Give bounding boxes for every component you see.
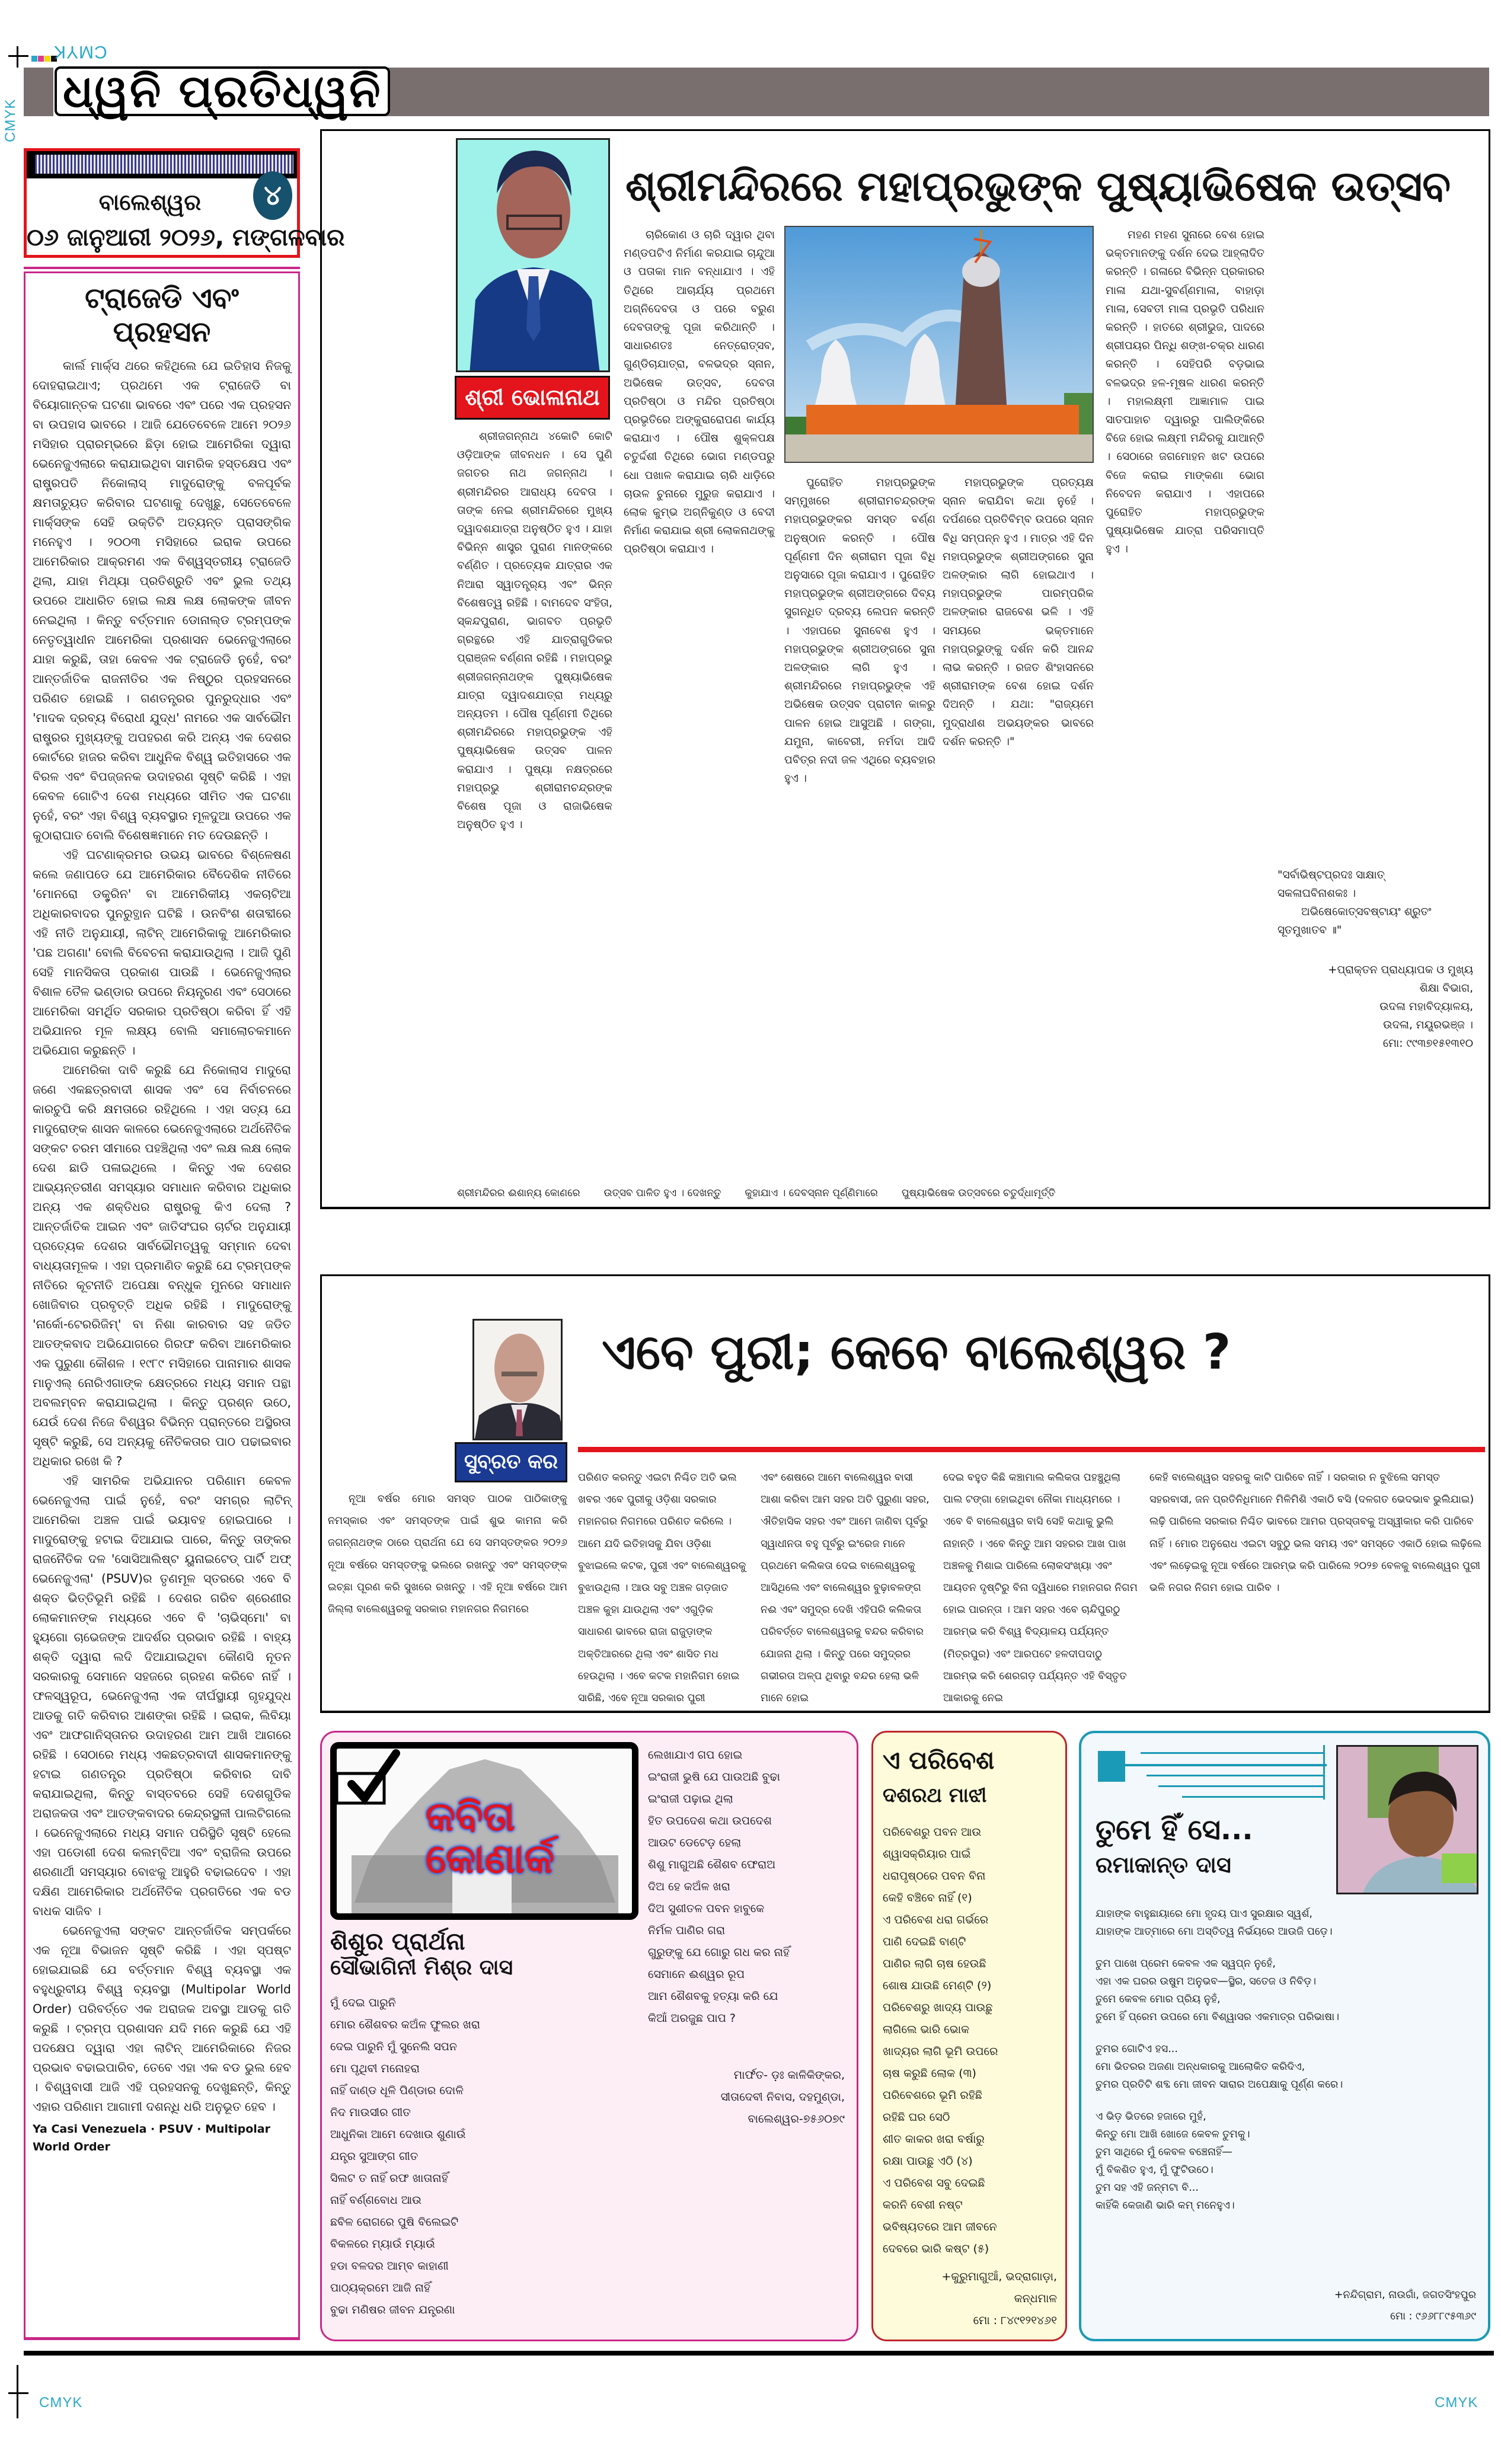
cmyk-label-bottom-left: CMYK	[39, 2395, 83, 2411]
poet-address: +କୁରୁମାଗୁଆଁ, ଭଦ୍ରାଗାଡ଼ା, କନ୍ଧମାଳ ମୋ : ୮୪୯୧୨୧୪୬୧	[941, 2270, 1057, 2327]
masthead-bar-left	[24, 68, 53, 116]
poem-right-column: ଲେଖାଯାଏ ଗପ ହୋଇ ଇଂରାଜୀ ଭୁଷି ଯେ ପାଉଅଛି ବୁଢା ଇଂରାଜୀ ପଢ଼ାଇ ଥିଲା ହିତ ଉପଦେଶ କଥା ଉପଦେଶ ଆଉଟ ଡେଟେଡ଼ ହେଲା ଶିଶୁ ମାଗୁଅଛି ଶୈଶବ ଫେରାଅ ଦିଅ ହେ କଅଁଳ ଖରା ଦିଅ ସୁଶୀତଳ ପବନ ହାବୁକେ ନିର୍ମଳ ପାଣିର ଗରା ଗୁରୁଙ୍କୁ ଯେ ଗୋରୁ ଗଧ କର ନାହିଁ ସେମାନେ ଈଶ୍ୱର ରୂପ ଆମ ଶୈଶବକୁ ହତ୍ୟା କରି ଯେ କିଆଁ ଅରଜୁଛ ପାପ ?	[648, 1749, 790, 2025]
article-balasore	[320, 1274, 1490, 1713]
english-insert: PSUV	[158, 2123, 193, 2136]
poem-title: ଏ ପରିବେଶ	[883, 1746, 995, 1775]
author-name-tag: ସୁବ୍ରତ କର	[455, 1442, 567, 1482]
article-column-4: ମହାପ୍ରଭୁଙ୍କ ପ୍ରତ୍ୟକ୍ଷ ସ୍ନାନ କରାଯିବା କଥା ନୁହେଁ । ଦର୍ପଣରେ ପ୍ରତିବିମ୍ବ ଉପରେ ସ୍ନାନ ବିଧି ସମ୍ପନ୍ନ ହୁଏ । ମାତ୍ର ଏହି ଦିନ ମହାପ୍ରଭୁଙ୍କ ଶ୍ରୀଅଙ୍ଗରେ ସୁନା ଅଳଙ୍କାର ଲାଗି ହୋଇଥାଏ । ମହାପ୍ରଭୁଙ୍କ ପାରମ୍ପରିକ ଅଳଙ୍କାର ରାଜବେଶ ଭଳି । ଏହି ସମୟରେ ଭକ୍ତମାନେ ମହାପ୍ରଭୁଙ୍କୁ ଦର୍ଶନ କରି ଆନନ୍ଦ ଲାଭ କରନ୍ତି । ରଜତ ଶିଂହାସନରେ ଶ୍ରୀରାମଙ୍କ ବେଶ ହୋଇ ଦର୍ଶନ ଦିଅନ୍ତି । ଯଥା: "ରାଜ୍ୟମେ ମୁଦ୍ରାଧୀଶ ଅଭୟଙ୍କର ଭାବରେ ଦର୍ଶନ କରନ୍ତି ।"	[943, 477, 1094, 748]
poet-photo	[1336, 1745, 1478, 1894]
paragraph: ଏହି ଘଟଣାକ୍ରମର ଉଭୟ ଭାବରେ ବିଶ୍ଳେଷଣ କଲେ ଜଣାପଡେ ଯେ ଆମେରିକାର ବୈଦେଶିକ ନୀତିରେ 'ମୋନରୋ ଡକ୍ଟ୍ରିନ' ବା ଆମେରିକୀୟ ଏକଚାଟିଆ ଅଧିକାରବାଦର ପୁନରୁତ୍ଥାନ ଘଟିଛି । ଉନବିଂଶ ଶତାବ୍ଦୀରେ ଏହି ନୀତି ଅନୁଯାୟୀ, ଲାଟିନ୍ ଆମେରିକାକୁ ଆମେରିକାର 'ପଛ ଅଗଣା' ବୋଲି ବିବେଚନା କରାଯାଉଥିଲା । ଆଜି ପୁଣି ସେହି ମାନସିକତା ପ୍ରକାଶ ପାଉଛି । ଭେନେଜୁଏଲାର ବିଶାଳ ତୈଳ ଭଣ୍ଡାର ଉପରେ ନିୟନ୍ତ୍ରଣ ଏବଂ ସେଠାରେ ଆମେରିକା ସମର୍ଥିତ ସରକାର ପ୍ରତିଷ୍ଠା କରିବା ହିଁ ଏହି ଅଭିଯାନର ମୂଳ ଲକ୍ଷ୍ୟ ବୋଲି ସମାଲୋଚକମାନେ ଅଭିଯୋଗ କରୁଛନ୍ତି ।	[33, 848, 291, 1057]
author-credentials: +ପ୍ରାକ୍ତନ ପ୍ରାଧ୍ୟାପକ ଓ ମୁଖ୍ୟ ଶିକ୍ଷା ବିଭାଗ, ଉଦଳା ମହାବିଦ୍ୟାଳୟ, ଉଦଳା, ମୟୂରଭଞ୍ଜ । ମୋ: ୯୯୩୭୧୫୧୩୧୦	[1278, 961, 1473, 1053]
article-column-3: ଏବଂ ଶେଷରେ ଆମେ ବାଲେଶ୍ୱର ବାସୀ ଆଶା କରିବା ଆମ ସହର ଅତି ପୁରୁଣା ସହର, ଐତିହାସିକ ସହର ଏବଂ ଆମେ ଜାଣିବା ପୂର୍ବରୁ ସ୍ୱାଧୀନତା ବହୁ ପୂର୍ବରୁ ଇଂରେଜ ମାନେ ପ୍ରଥମେ କଲିକତା ଦେଇ ବାଲେଶ୍ୱରକୁ ଆସିଥିଲେ ଏବଂ ବାଲେଶ୍ୱର ବୁଢ଼ାବଳଙ୍ଗ ନଈ ଏବଂ ସମୁଦ୍ର ଦେଖି ଏହିପରି କଲିକତା ପରିବର୍ତ୍ତେ ବାଲେଶ୍ୱରକୁ ବନ୍ଦର କରିବାର ଯୋଜନା ଥିଲା । କିନ୍ତୁ ପରେ ସମୁଦ୍ରର ଗଭୀରତା ଅଳ୍ପ ଥିବାରୁ ବନ୍ଦର ହେଲା ଭଳି ମାନେ ହୋଇ	[761, 1472, 930, 1705]
swatch-cyan	[31, 56, 37, 62]
article-body	[33, 356, 291, 2117]
poem-body: ଯାହାଙ୍କ ବାହୁଛାୟାରେ ମୋ ହୃଦୟ ପାଏ ସୁରକ୍ଷାର ସ୍ୱର୍ଶ, ଯାହାଙ୍କ ଆତ୍ମାରେ ମୋ ଅସ୍ତିତ୍ୱ ନିର୍ଭୟରେ ଆଉଜି ପଡ଼େ। ତୁମ ପାଖେ ପ୍ରେମ କେବଳ ଏକ ସ୍ୱପ୍ନ ନୁହେଁ, ଏହା ଏକ ଘରର ଉଷୁମ ଅନୁଭବ—ସ୍ଥିର, ସତେଜ ଓ ନିବିଡ଼। ତୁମେ କେବଳ ମୋର ପ୍ରିୟ ନୁହଁ, ତୁମେ ହିଁ ପ୍ରେମ ଉପରେ ମୋ ବିଶ୍ୱାସର ଏକମାତ୍ର ପରିଭାଷା। ତୁମର ଗୋଟିଏ ହସ... ମୋ ଭିତରର ଅଜଣା ଅନ୍ଧକାରକୁ ଆଲୋକିତ କରିଦିଏ, ତୁମର ପ୍ରତିଟି ଶବ୍ଦ ମୋ ଜୀବନ ସାରାର ଅପେକ୍ଷାକୁ ପୂର୍ଣ୍ଣ କରେ। ଏ ଭିଡ଼ ଭିତରେ ହଜାରେ ମୁହଁ, କିନ୍ତୁ ମୋ ଆଖି ଖୋଜେ କେବଳ ତୁମକୁ। ତୁମ ସାଥିରେ ମୁଁ କେବଳ ବଞ୍ଚେନାହିଁ— ମୁଁ ବିକଶିତ ହୁଏ, ମୁଁ ଫୁଟିଉଠେ। ତୁମ ସହ ଏହି ଜନ୍ମଟା ବି... କାହିଁକି କେଜାଣି ଭାରି କମ୍ ମନେହୁଏ।	[1096, 1908, 1343, 2211]
english-inserts: Ya Casi Venezuela · PSUV · Multipolar World Order	[33, 2123, 270, 2153]
headline-underline	[578, 1447, 1485, 1452]
poem-title: ତୁମେ ହିଁ ସେ...	[1096, 1813, 1253, 1846]
article-column-1: ନୂଆ ବର୍ଷର ମୋର ସମସ୍ତ ପାଠକ ପାଠିକାଙ୍କୁ ନମସ୍କାର ଏବଂ ସମସ୍ତଙ୍କ ପାଇଁ ଶୁଭ କାମନା କରି ଜଗନ୍ନାଥଙ୍କ ଠାରେ ପ୍ରାର୍ଥନା ଯେ ସେ ସମସ୍ତଙ୍କର ୨୦୨୬ ନୂଆ ବର୍ଷରେ ସମସ୍ତଙ୍କୁ ଭଲରେ ରଖନ୍ତୁ ଏବଂ ସମସ୍ତଙ୍କ ଇଚ୍ଛା ପୂରଣ କରି ସୁଖରେ ରଖନ୍ତୁ । ଏହି ନୂଆ ବର୍ଷରେ ଆମ ଜିଲ୍ଲା ବାଲେଶ୍ୱରକୁ ସରକାର ମହାନଗର ନିଗମରେ	[328, 1493, 567, 1616]
portrait-illustration	[474, 1321, 563, 1440]
swatch-magenta	[38, 56, 44, 62]
logo-title: କବିତା କୋଣାର୍କ	[426, 1794, 554, 1883]
decorative-rule	[1141, 1752, 1324, 1754]
decorative-square	[1098, 1751, 1125, 1782]
poet-name: ସୌଭାଗିନୀ ମିଶ୍ର ଦାସ	[330, 1955, 513, 1980]
divider	[24, 267, 300, 269]
author-photo	[472, 1319, 563, 1440]
poem-lines: ପରିବେଶରୁ ପବନ ଆଉ ଶ୍ୱାସକ୍ରିୟାର ପାଇଁ ଧରାପୃଷ୍ଠରେ ପବନ ବିନା କେହି ବଞ୍ଚିବେ ନାହିଁ (୧) ଏ ପରିବେଶ ଧରା ଗର୍ଭରେ ପାଣି ଦେଇଛି ବାଣ୍ଟି ପାଣିର ଲାଗି ଚାଷ ହେଉଛି ଶୋଷ ଯାଉଛି ମେଣ୍ଟି (୨) ପରିବେଶରୁ ଖାଦ୍ୟ ପାଉଛୁ ଲାଗିଲେ ଭାରି ଭୋକ ଖାଦ୍ୟର ଲାଗି ଭୂମି ଉପରେ ଚାଷ କରୁଛି ଲୋକ (୩) ପରିବେଶରେ ଭୂମି ରହିଛି ରହିଛି ଘର ସେଠି ଶୀତ କାକର ଖରା ବର୍ଷାରୁ ରକ୍ଷା ପାଉଛୁ ଏଠି (୪) ଏ ପରିବେଶ ସବୁ ଦେଇଛି କରନି ବେଶୀ ନଷ୍ଟ ଭବିଷ୍ୟତରେ ଆମ ଜୀବନେ ଦେବରେ ଭାରି କଷ୍ଟ (୫)	[883, 1826, 998, 2255]
crop-mark	[8, 55, 28, 57]
article-tragedy-and-farce	[24, 271, 300, 2340]
poet-address: +ନନ୍ଦିଗ୍ରାମ, ନାଉଗାଁ, ଜଗତସିଂହପୁର ମୋ : ୯୬୬୮୮୯୫୩୬୯	[1334, 2289, 1476, 2322]
poem-box-kavita-konark	[320, 1731, 858, 2341]
article-column-4: ଦେଇ ବହୁତ କିଛି କଞ୍ଚାମାଲ କଲିକତା ପହଞ୍ଚୁଥିଲା ପାଲ ଟଙ୍ଗା ହୋଇଥିବା ନୌକା ମାଧ୍ୟମରେ । ଏବେ ବି ବାଲେଶ୍ୱର ବାସି ସେହି କଥାକୁ ଭୁଲି ନାହାନ୍ତି । ଏବେ କିନ୍ତୁ ଆମ ସହରର ଆଖ ପାଖ ଅଞ୍ଚଳକୁ ମିଶାଇ ପାରିଲେ ଲୋକସଂଖ୍ୟା ଏବଂ ଆୟତନ ଦୃଷ୍ଟିରୁ ବିନା ଦ୍ୱିଧାରେ ମହାନଗର ନିଗମ ହୋଇ ପାରନ୍ତା । ଆମ ସହର ଏବେ ଚାନ୍ଦିପୁରଠୁ ଆରମ୍ଭ କରି ବିଶ୍ୱ ବିଦ୍ୟାଳୟ ପର୍ଯ୍ୟନ୍ତ (ମିତ୍ରପୁର) ଏବଂ ଆରପଟେ ହଳଦୀପଦାଠୁ ଆରମ୍ଭ କରି ଶେରଗଡ଼ ପର୍ଯ୍ୟନ୍ତ ଏହି ବିସ୍ତୃତ ଆକାରକୁ ନେଇ	[943, 1472, 1138, 1705]
decorative-rule	[1182, 1796, 1324, 1798]
decorative-rule	[1158, 1785, 1324, 1787]
cmyk-label-vertical: CMYK	[2, 98, 18, 142]
cmyk-label: CMYK	[53, 42, 107, 62]
article-headline: ଟ୍ରାଜେଡି ଏବଂ ପ୍ରହସନ	[85, 282, 239, 349]
english-insert: Multipolar World Order	[33, 2123, 270, 2153]
temple-photo	[784, 226, 1094, 463]
crop-mark	[17, 46, 18, 68]
article-last-line: ଶ୍ରୀମନ୍ଦିରର ଈଶାନ୍ୟ କୋଣରେ ଉତ୍ସବ ପାଳିତ ହୁଏ । ଦେଖନ୍ତୁ କୁହାଯାଏ । ଦେବସ୍ନାନ ପୂର୍ଣ୍ଣିମାରେ ପୁଷ୍ୟାଭିଷେକ ଉତ୍ସବରେ ଚତୁର୍ଦ୍ଧାମୂର୍ତ୍ତି	[457, 1187, 1056, 1199]
article-column-3: ପୁରୋହିତ ମହାପ୍ରଭୁଙ୍କ ସମ୍ମୁଖରେ ଶ୍ରୀରାମଚନ୍ଦ୍ରଙ୍କ ମହାପ୍ରଭୁଙ୍କର ସମସ୍ତ ବର୍ଣ୍ଣ ଅନୁଷ୍ଠାନ କରନ୍ତି । ପୌଷ ପୂର୍ଣ୍ଣମୀ ଦିନ ଶ୍ରୀରାମ ପୂଜା ବିଧି ଅନୁସାରେ ପୂଜା କରାଯାଏ । ପୁରୋହିତ ମହାପ୍ରଭୁଙ୍କ ଶ୍ରୀଅଙ୍ଗରେ ଦିବ୍ୟ ସୁଗନ୍ଧିତ ଦ୍ରବ୍ୟ ଲେପନ କରନ୍ତି । ଏହାପରେ ସୁନାବେଶ ହୁଏ । ମହାପ୍ରଭୁଙ୍କ ଶ୍ରୀଅଙ୍ଗରେ ସୁନା ଅଳଙ୍କାର ଲାଗି ହୁଏ । ଶ୍ରୀମନ୍ଦିରରେ ମହାପ୍ରଭୁଙ୍କ ଏହି ଅଭିଷେକ ଉତ୍ସବ ପ୍ରାଚୀନ କାଳରୁ ପାଳନ ହୋଇ ଆସୁଅଛି । ଗଙ୍ଗା, ଯମୁନା, କାବେରୀ, ନର୍ମଦା ଆଦି ପବିତ୍ର ନଦୀ ଜଳ ଏଥିରେ ବ୍ୟବହାର ହୁଏ ।	[784, 477, 935, 785]
article-column-5: ମହଣ ମହଣ ସୁନାରେ ବେଶ ହୋଇ ଭକ୍ତମାନଙ୍କୁ ଦର୍ଶନ ଦେଇ ଆହ୍ଲାଦିତ କରନ୍ତି । ଗଳାରେ ବିଭିନ୍ନ ପ୍ରକାରର ମାଳା ଯଥା-ସୁବର୍ଣ୍ଣମାଳା, ବାହାଡ଼ା ମାଳା, ସେବତୀ ମାଳା ପ୍ରଭୃତି ପରିଧାନ କରନ୍ତି । ହାତରେ ଶ୍ରୀଭୁଜ, ପାଦରେ ଶ୍ରୀପୟର ପିନ୍ଧି ଶଙ୍ଖ-ଚକ୍ର ଧାରଣ କରନ୍ତି । ସେହିପରି ବଡ଼ଭାଇ ବଳଭଦ୍ର ହଳ-ମୂଷଳ ଧାରଣ କରନ୍ତି । ମହାଲକ୍ଷ୍ମୀ ଆଜ୍ଞାମାଳ ପାଇ ସାତପାହାଚ ଦ୍ୱାରରୁ ପାଲିଙ୍କିରେ ବିଜେ ହୋଇ ଲକ୍ଷ୍ମୀ ମନ୍ଦିରକୁ ଯାଆନ୍ତି । ସେଠାରେ ଜଗମୋହନ ଖଟ ଉପରେ ବିଜେ କରାଇ ମାଙ୍କଣା ଭୋଗ ନିବେଦନ କରାଯାଏ । ଏହାପରେ ପୁରୋହିତ ମହାପ୍ରଭୁଙ୍କ ପୁଷ୍ୟାଭିଷେକ ଯାତ୍ରା ପରିସମାପ୍ତି ହୁଏ ।	[1106, 229, 1264, 556]
edition-box	[24, 148, 345, 258]
paragraph: ଏହି ସାମରିକ ଅଭିଯାନର ପରିଣାମ କେବଳ ଭେନେଜୁଏଲା ପାଇଁ ନୁହେଁ, ବରଂ ସମଗ୍ର ଲାଟିନ୍ ଆମେରିକା ଅଞ୍ଚଳ ପାଇଁ ଭୟାବହ ହୋଇପାରେ । ମାଦୁରୋଙ୍କୁ ହଟାଇ ଦିଆଯାଇ ପାରେ, କିନ୍ତୁ ତାଙ୍କର ରାଜନୈତିକ ଦଳ 'ସୋସିଆଲିଷ୍ଟ ୟୁନାଇଟେଡ୍ ପାର୍ଟି ଅଫ୍ ଭେନେଜୁଏଲା' (PSUV)ର ତୃଣମୂଳ ସ୍ତରରେ ଏବେ ବି ଶକ୍ତ ଭିତ୍ତିଭୂମି ରହିଛି । ଦେଶର ଗରିବ ଶ୍ରେଣୀର ଲୋକମାନଙ୍କ ମଧ୍ୟରେ ଏବେ ବି 'ଚାଭିସ୍ମୋ' ବା ହ୍ୟୁଗୋ ଚାଭେଜଙ୍କ ଆଦର୍ଶର ପ୍ରଭାବ ରହିଛି । ବାହ୍ୟ ଶକ୍ତି ଦ୍ୱାରା ଲଦି ଦିଆଯାଇଥିବା କୌଣସି ନୂତନ ସରକାରକୁ ସେମାନେ ସହଜରେ ଗ୍ରହଣ କରିବେ ନାହିଁ । ଫଳସ୍ୱରୂପ, ଭେନେଜୁଏଲା ଏକ ଦୀର୍ଘସ୍ଥାୟୀ ଗୃହଯୁଦ୍ଧ ଆଡକୁ ଗତି କରିବାର ଆଶଙ୍କା ରହିଛି । ଇରାକ, ଲିବିୟା ଏବଂ ଆଫଗାନିସ୍ତାନର ଉଦାହରଣ ଆମ ଆଖି ଆଗରେ ରହିଛି । ସେଠାରେ ମଧ୍ୟ ଏକଛତ୍ରବାଦୀ ଶାସକମାନଙ୍କୁ ହଟାଇ ଗଣତନ୍ତ୍ର ପ୍ରତିଷ୍ଠା କରିବାର ଦାବି କରାଯାଇଥିଲା, କିନ୍ତୁ ବାସ୍ତବରେ ସେହି ଦେଶଗୁଡିକ ଅରାଜକତା ଏବଂ ଆତଙ୍କବାଦର କେନ୍ଦ୍ରସ୍ଥଳୀ ପାଲଟିଗଲେ । ଭେନେଜୁଏଲାରେ ମଧ୍ୟ ସମାନ ପରିସ୍ଥିତି ସୃଷ୍ଟି ହେଲେ ଏହା ପଡୋଶୀ ଦେଶ କଲମ୍ବିଆ ଏବଂ ବ୍ରାଜିଲ ଉପରେ ଶରଣାର୍ଥୀ ସମସ୍ୟାର ବୋଝକୁ ଆହୁରି ବଢାଇଦେବ । ଏହା ଦକ୍ଷିଣ ଆମେରିକାର ଅର୍ଥନୈତିକ ପ୍ରଗତିରେ ଏକ ବଡ ବାଧକ ସାଜିବ ।	[33, 1474, 291, 1918]
paragraph: ଭେନେଜୁଏଲା ସଙ୍କଟ ଆନ୍ତର୍ଜାତିକ ସମ୍ପର୍କରେ ଏକ ନୂଆ ବିଭାଜନ ସୃଷ୍ଟି କରିଛି । ଏହା ସ୍ପଷ୍ଟ ହୋଇଯାଇଛି ଯେ ବର୍ତ୍ତମାନ ବିଶ୍ୱ ବ୍ୟବସ୍ଥା ଏକ ବହୁଧ୍ରୁବୀୟ ବିଶ୍ୱ ବ୍ୟବସ୍ଥା (Multipolar World Order) ପରିବର୍ତ୍ତେ ଏକ ଅରାଜକ ଅବସ୍ଥା ଆଡକୁ ଗତି କରୁଛି । ଟ୍ରମ୍ପ ପ୍ରଶାସନ ଯଦି ମନେ କରୁଛି ଯେ ଏହି ପଦକ୍ଷେପ ଦ୍ୱାରା ଏହା ଲାଟିନ୍ ଆମେରିକାରେ ନିଜର ପ୍ରଭାବ ବଢାଇପାରିବ, ତେବେ ଏହା ଏକ ବଡ ଭୁଲ ହେବ । ବିଶ୍ୱବାସୀ ଆଜି ଏହି ପ୍ରହସନକୁ ଦେଖୁଛନ୍ତି, କିନ୍ତୁ ଏହାର ପରିଣାମ ଆଗାମୀ ଦଶନ୍ଧି ଧରି ଅନୁଭୂତ ହେବ ।	[33, 1923, 291, 2114]
paragraph: କାର୍ଲ ମାର୍କ୍ସ ଥରେ କହିଥିଲେ ଯେ ଇତିହାସ ନିଜକୁ ଦୋହରାଇଥାଏ; ପ୍ରଥମେ ଏକ ଟ୍ରାଜେଡି ବା ବିୟୋଗାନ୍ତକ ଘଟଣା ଭାବରେ ଏବଂ ପରେ ଏକ ପ୍ରହସନ ବା ଉପହାସ ଭାବରେ । ଆଜି ଯେତେବେଳେ ଆମେ ୨୦୨୬ ମସିହାର ପ୍ରାରମ୍ଭରେ ଛିଡ଼ା ହୋଇ ଆମେରିକା ଦ୍ୱାରା ଭେନେଜୁଏଲାରେ କରାଯାଇଥିବା ସାମରିକ ହସ୍ତକ୍ଷେପ ଏବଂ ରାଷ୍ଟ୍ରପତି ନିକୋଲାସ୍ ମାଦୁରୋଙ୍କୁ ବଳପୂର୍ବକ କ୍ଷମତାଚ୍ୟୁତ କରିବାର ଘଟଣାକୁ ଦେଖୁଛୁ, ସେତେବେଳେ ମାର୍କ୍ସଙ୍କ ସେହି ଉକ୍ତିଟି ଅତ୍ୟନ୍ତ ପ୍ରାସଙ୍ଗିକ ମନେହୁଏ । ୨୦୦୩ ମସିହାରେ ଇରାକ ଉପରେ ଆମେରିକାର ଆକ୍ରମଣ ଏକ ବିଶ୍ୱସ୍ତରୀୟ ଟ୍ରାଜେଡି ଥିଲା, ଯାହା ମିଥ୍ୟା ପ୍ରତିଶ୍ରୁତି ଏବଂ ଭୁଲ ତଥ୍ୟ ଉପରେ ଆଧାରିତ ହୋଇ ଲକ୍ଷ ଲକ୍ଷ ଲୋକଙ୍କ ଜୀବନ ନେଇଥିଲା । କିନ୍ତୁ ବର୍ତ୍ତମାନ ଡୋନାଲ୍ଡ ଟ୍ରମ୍ପଙ୍କ ନେତୃତ୍ୱାଧୀନ ଆମେରିକା ପ୍ରଶାସନ ଭେନେଜୁଏଲାରେ ଯାହା କରୁଛି, ତାହା କେବଳ ଏକ ଟ୍ରାଜେଡି ନୁହେଁ, ବରଂ ଆନ୍ତର୍ଜାତିକ ରାଜନୀତିର ଏକ ନିଷ୍ଠୁର ପ୍ରହସନରେ ପରିଣତ ହୋଇଛି । ଗଣତନ୍ତ୍ରର ପୁନରୁଦ୍ଧାର ଏବଂ 'ମାଦକ ଦ୍ରବ୍ୟ ବିରୋଧୀ ଯୁଦ୍ଧ' ନାମରେ ଏକ ସାର୍ବଭୌମ ରାଷ୍ଟ୍ରର ମୁଖ୍ୟଙ୍କୁ ଅପହରଣ କରି ଅନ୍ୟ ଏକ ଦେଶର କୋର୍ଟରେ ହାଜର କରିବା ଆଧୁନିକ ବିଶ୍ୱ ଇତିହାସରେ ଏକ ବିରଳ ଏବଂ ବିପଜ୍ଜନକ ଉଦାହରଣ ସୃଷ୍ଟି କରିଛି । ଏହା କେବଳ ଗୋଟିଏ ଦେଶ ମଧ୍ୟରେ ସୀମିତ ଏକ ଘଟଣା ନୁହେଁ, ବରଂ ଏହା ବିଶ୍ୱ ବ୍ୟବସ୍ଥାର ମୂଳଦୁଆ ଉପରେ ଏକ କୁଠାରାଘାତ ବୋଲି ବିଶେଷଜ୍ଞମାନେ ମତ ଦେଉଛନ୍ତି ।	[33, 359, 291, 842]
article-column-2: ପରିଣତ କରନ୍ତୁ ଏଇଟା ନିଶ୍ଚିତ ଅତି ଭଲ ଖବର ଏବେ ପୁରୀକୁ ଓଡ଼ିଶା ସରକାର ମହାନଗର ନିଗମରେ ପରିଣତ କରିଲେ । ଆମେ ଯଦି ଇତିହାସକୁ ଯିବା ଓଡ଼ିଶା ବୁଝାଇଲେ କଟକ, ପୁରୀ ଏବଂ ବାଲେଶ୍ୱରକୁ ବୁଝାଉଥିଲା । ଆଉ ସବୁ ଅଞ୍ଚଳ ଗଡ଼ଜାତ ଅଞ୍ଚଳ କୁହା ଯାଉଥିଲା ଏବଂ ଏଗୁଡ଼ିକ ସାଧାରଣ ଭାବରେ ରାଜା ରାଜୁଡ଼ାଙ୍କ ଅକ୍ତିଆରରେ ଥିଲା ଏବଂ ଶାସିତ ମଧ ହେଉଥିଲା । ଏବେ କଟକ ମହାନିଗମ ହୋଇ ସାରିଛି, ଏବେ ନୂଆ ସରକାର ପୁରୀ	[578, 1472, 746, 1705]
page-bottom-rule	[24, 2351, 1494, 2356]
author-name-tag: ଶ୍ରୀ ଭୋଳାନାଥ	[455, 376, 610, 420]
edition-date: ୦୬ ଜାନୁଆରୀ ୨୦୨୬, ମଙ୍ଗଳବାର	[27, 224, 345, 251]
masthead-bar	[261, 68, 1489, 116]
decorative-rule	[1125, 1764, 1327, 1766]
article-headline: ଏବେ ପୁରୀ; କେବେ ବାଲେଶ୍ୱର ?	[602, 1324, 1231, 1380]
article-column-2: ଚାରିକୋଣ ଓ ଚାରି ଦ୍ୱାର ଥିବା ମଣ୍ଡପଟିଏ ନିର୍ମାଣ କରଯାଇ ଚାନ୍ଦୁଆ ଓ ପତାକା ମାନ ବନ୍ଧାଯାଏ । ଏହି ତିଥିରେ ଆଚାର୍ଯ୍ୟ ପ୍ରଥମେ ଅଗ୍ନିଦେବତା ଓ ପରେ ବରୁଣ ଦେବତାଙ୍କୁ ପୂଜା କରିଥାନ୍ତି । ସାଧାରଣତଃ ନେତ୍ରୋତ୍ସବ, ଗୁଣ୍ଡିଚାଯାତ୍ରା, ବଳଭଦ୍ର ସ୍ନାନ, ଅଭିଷେକ ଉତ୍ସବ, ଦେବତା ପ୍ରତିଷ୍ଠା ଓ ମନ୍ଦିର ପ୍ରତିଷ୍ଠା ପ୍ରଭୃତିରେ ଅଙ୍କୁରାରୋପଣ କାର୍ଯ୍ୟ କରାଯାଏ । ପୌଷ ଶୁକ୍ଳପକ୍ଷ ଚତୁର୍ଦ୍ଦଶୀ ତିଥିରେ ଭୋଗ ମଣ୍ଡପରୁ ଧୋ ପଖାଳ କରାଯାଇ ଚାରି ଧାଡ଼ିରେ ଚାଉଳ ଚୁନାରେ ମୁରୁଜ କରାଯାଏ । ଲୋକ କୁମ୍ଭ ଅଗ୍ନିକୁଣ୍ଡ ଓ ବେଦୀ ନିର୍ମାଣ କରାଯାଇ ଶ୍ରୀ ଲୋକନାଥଙ୍କୁ ପ୍ରତିଷ୍ଠା କରାଯାଏ ।	[624, 229, 775, 556]
author-phone: ମୋ: ୯୯୩୭୧୫୧୩୧୦	[1382, 1037, 1473, 1050]
page-number-badge: ୪	[253, 171, 292, 220]
poet-address: ମାର୍ଫତ- ଡ଼ଃ କାଳିକିଙ୍କର, ସୀତାଦେବୀ ନିବାସ, ଦହମୁଣ୍ଡା, ବାଲେଶ୍ୱର-୭୫୬୦୭୯	[720, 2069, 845, 2126]
swatch-yellow	[44, 56, 50, 62]
portrait-illustration	[458, 140, 610, 372]
poem-box-tume-hin-se	[1079, 1731, 1490, 2341]
poet-name: ଦଶରଥ ମାଝୀ	[883, 1784, 987, 1807]
english-insert: Ya Casi Venezuela	[33, 2123, 147, 2136]
article-column-5: କେହି ବାଲେଶ୍ୱର ସହରକୁ କାଟି ପାରିବେ ନାହିଁ । ସରକାର ନ ବୁଝିଲେ ସମସ୍ତ ସହରବାସୀ, ଜନ ପ୍ରତିନିଧିମାନେ ମିଳିମିଶି ଏକାଠି ବସି (ଦଳଗତ ଭେଦଭାବ ଭୁଲିଯାଇ) ଲଢ଼ି ପାରିଲେ ସରକାର ନିଶ୍ଚିତ ଭାବରେ ଆମର ପ୍ରସ୍ତାବକୁ ଅସ୍ୱୀକାର କରି ପାରିବେ ନାହିଁ । ମୋର ଅନୁରୋଧ ଏଇଟା ସବୁଠୁ ଭଲ ସମୟ ଏବଂ ସମସ୍ତେ ଏକାଠି ହୋଇ ଲଢ଼ିଲେ ଏବଂ ଲଢ଼େଇକୁ ନୂଆ ବର୍ଷରେ ଆରମ୍ଭ କରି ପାରିଲେ ୨୦୨୭ ବେଳକୁ ବାଲେଶ୍ୱର ପୁରୀ ଭଳି ନଗର ନିଗମ ହୋଇ ପାରିବ ।	[1149, 1472, 1481, 1594]
poem-box-e-paribesha	[871, 1731, 1067, 2341]
poet-name: ରମାକାନ୍ତ ଦାସ	[1096, 1852, 1231, 1878]
kavita-konark-logo	[330, 1742, 638, 1920]
cmyk-label-bottom-right: CMYK	[1435, 2395, 1478, 2411]
paragraph: ଆମେରିକା ଦାବି କରୁଛି ଯେ ନିକୋଲାସ ମାଦୁରୋ ଜଣେ ଏକଛତ୍ରବାଦୀ ଶାସକ ଏବଂ ସେ ନିର୍ବାଚନରେ କାରଚୁପି କରି କ୍ଷମତାରେ ରହିଥିଲେ । ଏହା ସତ୍ୟ ଯେ ମାଦୁରୋଙ୍କ ଶାସନ କାଳରେ ଭେନେଜୁଏଲାରେ ଅର୍ଥନୈତିକ ସଙ୍କଟ ଚରମ ସୀମାରେ ପହଞ୍ଚିଥିଲା ଏବଂ ଲକ୍ଷ ଲକ୍ଷ ଲୋକ ଦେଶ ଛାଡି ପଳାଇଥିଲେ । କିନ୍ତୁ ଏକ ଦେଶର ଆଭ୍ୟନ୍ତରୀଣ ସମସ୍ୟାର ସମାଧାନ କରିବାର ଅଧିକାର ଅନ୍ୟ ଏକ ଶକ୍ତିଧର ରାଷ୍ଟ୍ରକୁ କିଏ ଦେଲା ? ଆନ୍ତର୍ଜାତିକ ଆଇନ ଏବଂ ଜାତିସଂଘର ଚାର୍ଟର ଅନୁଯାୟୀ ପ୍ରତ୍ୟେକ ଦେଶର ସାର୍ବଭୌମତ୍ୱକୁ ସମ୍ମାନ ଦେବା ବାଧ୍ୟତାମୂଳକ । ଏହା ପ୍ରମାଣିତ କରୁଛି ଯେ ଟ୍ରମ୍ପଙ୍କ ନୀତିରେ କୂଟନୀତି ଅପେକ୍ଷା ବନ୍ଧୁକ ମୁନରେ ସମାଧାନ ଖୋଜିବାର ପ୍ରବୃତ୍ତି ଅଧିକ ରହିଛି । ମାଦୁରୋଙ୍କୁ 'ନାର୍କୋ-ଟେରରିଜିମ୍' ବା ନିଶା କାରବାର ସହ ଜଡିତ ଆତଙ୍କବାଦ ଅଭିଯୋଗରେ ଗିରଫ କରିବା ଆମେରିକାର ଏକ ପୁରୁଣା କୌଶଳ । ୧୯୮୯ ମସିହାରେ ପାନାମାର ଶାସକ ମାନୁଏଲ୍ ନୋରିଏଗାଙ୍କ କ୍ଷେତ୍ରରେ ମଧ୍ୟ ସମାନ ପନ୍ଥା ଅବଲମ୍ବନ କରାଯାଇଥିଲା । କିନ୍ତୁ ପ୍ରଶ୍ନ ଉଠେ, ଯେଉଁ ଦେଶ ନିଜେ ବିଶ୍ୱର ବିଭିନ୍ନ ପ୍ରାନ୍ତରେ ଅସ୍ଥିରତା ସୃଷ୍ଟି କରୁଛି, ସେ ଅନ୍ୟକୁ ନୈତିକତାର ପାଠ ପଢାଇବାର ଅଧିକାର ରଖେ କି ?	[33, 1063, 291, 1468]
poem-left-column: ମୁଁ ଦେଇ ପାରୁନି ମୋର ଶୈଶବର କଅଁଳ ଫୁଲର ଖରା ଦେଇ ପାରୁନି ମୁଁ ସୁନେଲି ସପନ ମୋ ପୃଥିବୀ ମନୋହରା ନାହିଁ ଦାଣ୍ଡ ଧୂଳି ପିଣ୍ଡାର ଦୋଳି ନିଦ ମାଉସୀର ଗୀତ ଆଧୁନିକା ଆମେ ଦେଖାଉ ଶୁଣାଉଁ ଯନ୍ତ୍ର ସୁଆଙ୍ଗ ଗୀତ ସିଲଟ ତ ନାହିଁ ରଫ ଖାତାନାହିଁ ନାହିଁ ବର୍ଣ୍ଣବୋଧ ଆଉ ଛବିଳ ରୋଗରେ ପୁଷି ବିଲେଇଟି ବିକଳରେ ମ୍ୟାଉଁ ମ୍ୟାଉଁ ହଡା ବଳଦର ଆମ୍ବ କାହାଣୀ ପାଠ୍ୟକ୍ରମେ ଆଜି ନାହିଁ ବୁଢା ମଣିଷର ଜୀବନ ଯନ୍ତ୍ରଣା	[330, 1996, 481, 2316]
poet-portrait-illustration	[1338, 1747, 1478, 1894]
decorative-strip	[27, 151, 297, 178]
jagannath-temple-illustration	[785, 227, 1094, 463]
crop-mark	[17, 2365, 18, 2418]
author-photo	[456, 138, 610, 372]
sanskrit-verse: "ସର୍ବାଭିଷ୍ଟପ୍ରଦଃ ସାକ୍ଷାତ୍ ସକଳାଘବିନାଶକଃ । ଅଭିଷେକୋତ୍ସବଷ୍ଟାୟଂ ଶ୍ରୁତଂ ସୂତମୁଖାତବ ॥"	[1278, 869, 1432, 937]
poem-title: ଶିଶୁର ପ୍ରାର୍ଥନା ସୌଭାଗିନୀ ମିଶ୍ର ଦାସ	[330, 1928, 513, 1980]
article-column-1: ଶ୍ରୀଜଗନ୍ନାଥ ୪କୋଟି କୋଟି ଓଡ଼ିଆଙ୍କ ଜୀବନଧନ । ସେ ପୁଣି ଜଗତର ନାଥ ଜଗନ୍ନାଥ । ଶ୍ରୀମନ୍ଦିରର ଆରାଧ୍ୟ ଦେବତା । ତାଙ୍କ ନେଇ ଶ୍ରୀମନ୍ଦିରରେ ମୁଖ୍ୟ ଦ୍ୱାଦଶଯାତ୍ରା ଅନୁଷ୍ଠିତ ହୁଏ । ଯାହା ବିଭିନ୍ନ ଶାସ୍ତ୍ର ପୁରାଣ ମାନଙ୍କରେ ବର୍ଣ୍ଣିତ । ପ୍ରତ୍ୟେକ ଯାତ୍ରାର ଏକ ନିଆରା ସ୍ୱାତନ୍ତ୍ର୍ୟ ଏବଂ ଭିନ୍ନ ବିଶେଷତ୍ୱ ରହିଛି । ବାମଦେବ ସଂହିତା, ସ୍କନ୍ଦପୁରାଣ, ଭାଗବତ ପ୍ରଭୃତି ଗ୍ରନ୍ଥରେ ଏହି ଯାତ୍ରାଗୁଡିକର ପ୍ରାଞ୍ଜଳ ବର୍ଣ୍ଣନା ରହିଛି । ମହାପ୍ରଭୁ ଶ୍ରୀଜଗନ୍ନାଥଙ୍କ ପୁଷ୍ୟାଭିଷେକ ଯାତ୍ରା ଦ୍ୱାଦଶଯାତ୍ରା ମଧ୍ୟରୁ ଅନ୍ୟତମ । ପୌଷ ପୂର୍ଣ୍ଣମୀ ତିଥିରେ ଶ୍ରୀମନ୍ଦିରରେ ମହାପ୍ରଭୁଙ୍କ ଏହି ପୁଷ୍ୟାଭିଷେକ ଉତ୍ସବ ପାଳନ କରାଯାଏ । ପୁଷ୍ୟା ନକ୍ଷତ୍ରରେ ମହାପ୍ରଭୁ ଶ୍ରୀରାମଚନ୍ଦ୍ରଙ୍କ ବିଶେଷ ପୂଜା ଓ ରାଜାଭିଷେକ ଅନୁଷ୍ଠିତ ହୁଏ ।	[457, 430, 612, 832]
newspaper-logo: ଧ୍ୱନି ପ୍ରତିଧ୍ୱନି	[55, 66, 390, 116]
crop-mark	[8, 2392, 28, 2394]
edition-city: ବାଲେଶ୍ୱର	[98, 189, 202, 215]
decorative-rule	[1146, 1775, 1324, 1776]
article-headline: ଶ୍ରୀମନ୍ଦିରରେ ମହାପ୍ରଭୁଙ୍କ ପୁଷ୍ୟାଭିଷେକ ଉତ୍ସବ	[625, 162, 1451, 210]
article-pushyabhisheka	[320, 129, 1490, 1209]
